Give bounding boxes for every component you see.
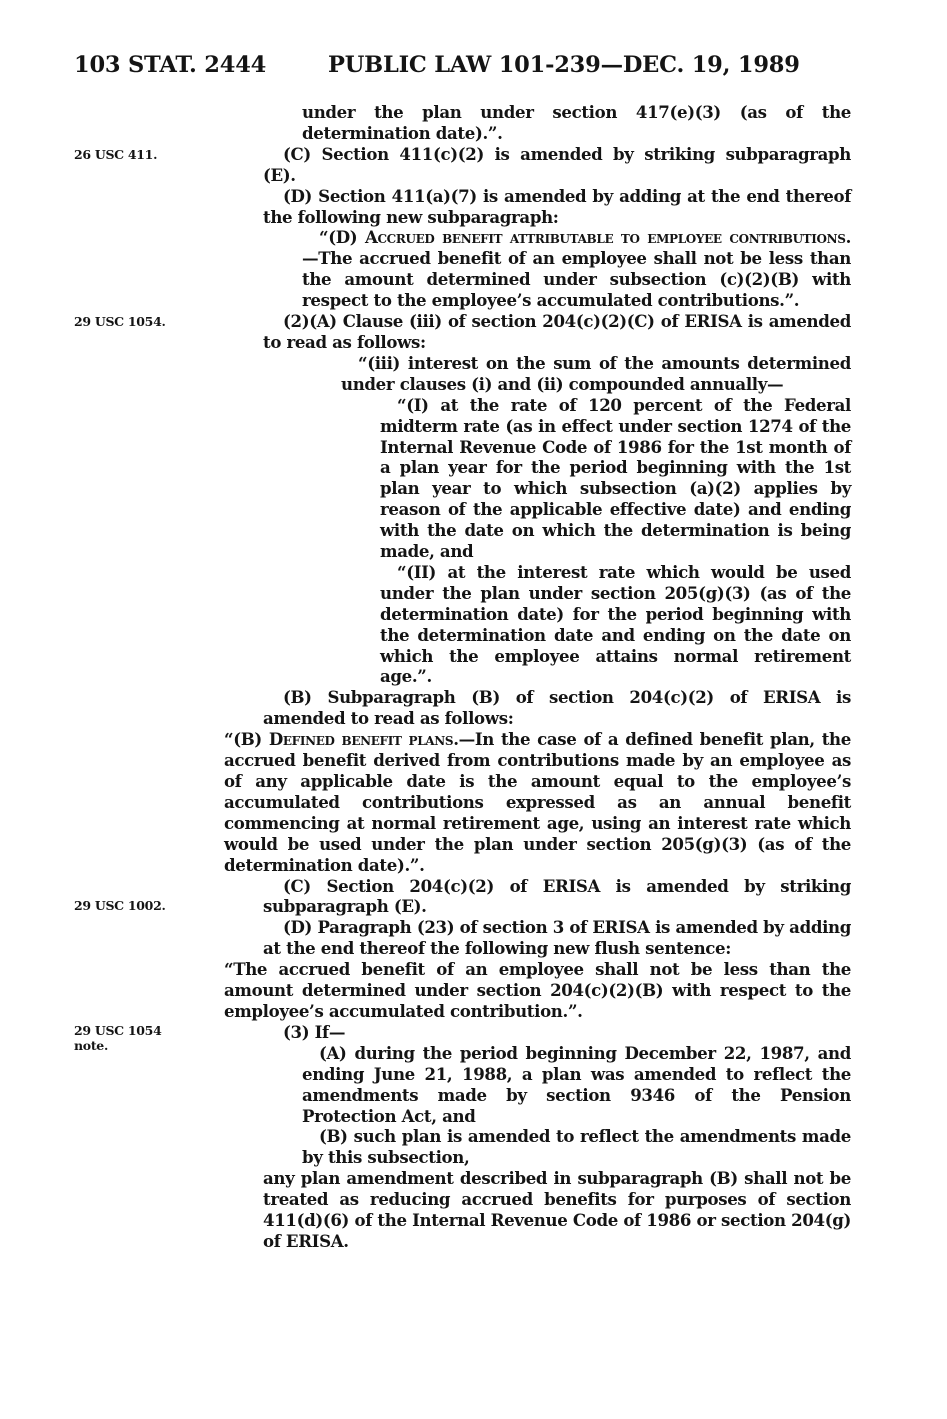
paragraph-d-paragraph-23: (D) Paragraph (23) of section 3 of ERISA is amended by adding at the end thereof the following new flush sentence: (263, 917, 851, 959)
paragraph-any-plan-amendment: any plan amendment described in subparagraph (B) shall not be treated as reducing accrued benefits for purposes of section 411(d)(6) of the Internal Revenue Code of 1986 or section 204(g) of ERISA. (263, 1168, 851, 1251)
paragraph-subclause-i: “(I) at the rate of 120 percent of the Federal midterm rate (as in effect under section 1274 of the Internal Revenue Code of 1986 for the 1st month of a plan year for the period beginning with the 1st plan year to which subsection (a)(2) applies by reason of the applicable effective date) and ending with the date on which the determination is being made, and (380, 394, 851, 562)
heading-defined-benefit-plans: Defined benefit plans (268, 729, 454, 750)
side-note-29-usc-1002: 29 USC 1002. (74, 898, 166, 913)
paragraph-clause-iii: “(iii) interest on the sum of the amounts determined under clauses (i) and (ii) compounded annually— (341, 352, 851, 394)
quote-open-b: “(B) (224, 729, 269, 750)
paragraph-d-411a7: (D) Section 411(a)(7) is amended by adding at the end thereof the following new subparagraph: (263, 185, 851, 227)
paragraph-determination-date: under the plan under section 417(e)(3) (as of the determination date).”. (302, 102, 851, 143)
side-note-29-usc-1054: 29 USC 1054. (74, 314, 166, 329)
public-law-title: PUBLIC LAW 101-239—DEC. 19, 1989 (328, 52, 800, 78)
side-note-26-usc-411: 26 USC 411. (74, 147, 158, 162)
subparagraph-d-text: .—The accrued benefit of an employee shall not be less than the amount determined under subsection (c)(2)(B) with respect to the employee’s accumulated contributions.”. (302, 227, 851, 311)
paragraph-subparagraph-d-accrued (302, 227, 851, 311)
paragraph-3-if: (3) If— (283, 1021, 346, 1042)
paragraph-2a-clause-iii: (2)(A) Clause (iii) of section 204(c)(2)(C) of ERISA is amended to read as follows: (263, 311, 851, 352)
paragraph-c-striking-e: (C) Section 204(c)(2) of ERISA is amended by striking subparagraph (E). (263, 875, 851, 917)
paragraph-c-411c2: (C) Section 411(c)(2) is amended by striking subparagraph (E). (263, 143, 851, 185)
side-note-line: 29 USC 1054 (74, 1023, 162, 1038)
paragraph-flush-sentence: “The accrued benefit of an employee shall not be less than the amount determined under section 204(c)(2)(B) with respect to the employee’s accumulated contribution.”. (224, 959, 851, 1021)
statute-page-number: 103 STAT. 2444 (74, 52, 267, 78)
paragraph-b-204c2: (B) Subparagraph (B) of section 204(c)(2) of ERISA is amended to read as follows: (263, 687, 851, 729)
paragraph-subclause-ii: “(II) at the interest rate which would be used under the plan under section 205(g)(3) (as of the determination date) for the period beginning with the determination date and ending on the date on which the employee attains normal retirement age.”. (380, 561, 851, 687)
heading-accrued-benefit: Accrued benefit attributable to employee contributions (364, 227, 846, 248)
side-note-line: note. (74, 1038, 109, 1053)
defined-benefit-text: .—In the case of a defined benefit plan, the accrued benefit derived from contributions made by an employee as of any applicable date is the amount equal to the employee’s accumulated contributions expressed as an annual benefit commencing at normal retirement age, using an interest rate which would be used under the plan under section 205(g)(3) (as of the determination date).”. (224, 729, 851, 875)
paragraph-defined-benefit-plans (224, 729, 851, 875)
paragraph-b-plan-amended: (B) such plan is amended to reflect the amendments made by this subsection, (302, 1126, 851, 1168)
paragraph-a-period: (A) during the period beginning December 22, 1987, and ending June 21, 1988, a plan was amended to reflect the amendments made by section 9346 of the Pension Protection Act, and (302, 1042, 851, 1126)
body-text (0, 102, 947, 1252)
quote-open-d: “(D) (319, 227, 365, 248)
